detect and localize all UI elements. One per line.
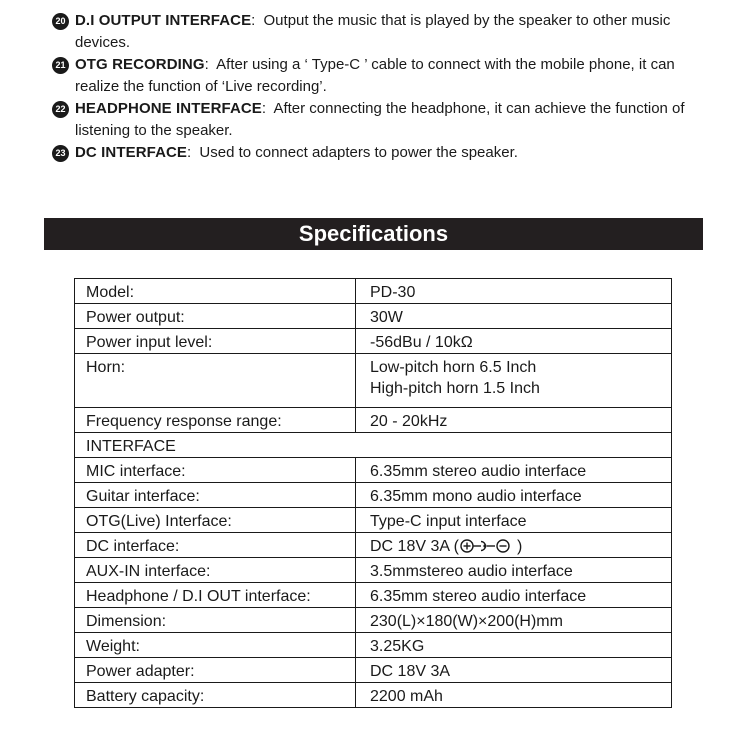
table-row <box>75 683 672 708</box>
spec-value: DC 18V 3A <box>356 658 672 683</box>
spec-value: 6.35mm mono audio interface <box>356 483 672 508</box>
feature-name: DC INTERFACE <box>75 144 188 161</box>
table-row <box>75 408 672 433</box>
specifications-table <box>74 278 672 708</box>
table-row <box>75 508 672 533</box>
feature-description: After connecting the headphone, it can achieve the function of listening to the speaker. <box>75 100 685 139</box>
spec-value: -56dBu / 10kΩ <box>356 329 672 354</box>
feature-item-otg-recording: 21 OTG RECORDING: After using a ‘ Type-C ’ cable to connect with the mobile phone, it can realize the function of ‘Live recording’. <box>52 54 712 98</box>
spec-label: AUX-IN interface: <box>75 558 356 583</box>
spec-value: 20 - 20kHz <box>356 408 672 433</box>
section-header: INTERFACE <box>75 433 672 458</box>
feature-name: OTG RECORDING <box>75 56 205 73</box>
spec-value <box>356 354 672 408</box>
spec-value: PD-30 <box>356 279 672 304</box>
spec-label: Frequency response range: <box>75 408 356 433</box>
table-row <box>75 633 672 658</box>
feature-description: Used to connect adapters to power the speaker. <box>199 144 518 161</box>
dc-polarity-icon <box>459 538 517 554</box>
table-row <box>75 533 672 558</box>
spec-value: 3.5mmstereo audio interface <box>356 558 672 583</box>
table-row <box>75 304 672 329</box>
spec-value: 6.35mm stereo audio interface <box>356 458 672 483</box>
table-row <box>75 658 672 683</box>
spec-label: Guitar interface: <box>75 483 356 508</box>
number-badge: 20 <box>52 13 69 30</box>
spec-value: 230(L)×180(W)×200(H)mm <box>356 608 672 633</box>
table-row <box>75 433 672 458</box>
spec-value-line: High-pitch horn 1.5 Inch <box>370 380 540 397</box>
table-row <box>75 329 672 354</box>
feature-description: Output the music that is played by the speaker to other music devices. <box>75 12 671 51</box>
feature-item-di-output: 20 D.I OUTPUT INTERFACE: Output the music that is played by the speaker to other music devices. <box>52 10 712 54</box>
table-row <box>75 279 672 304</box>
spec-label: Horn: <box>75 354 356 408</box>
number-badge: 21 <box>52 57 69 74</box>
dc-value-close: ) <box>516 538 523 555</box>
spec-value: 6.35mm stereo audio interface <box>356 583 672 608</box>
table-row <box>75 458 672 483</box>
spec-label: Power input level: <box>75 329 356 354</box>
spec-value <box>356 533 672 558</box>
spec-label: Model: <box>75 279 356 304</box>
specifications-heading: Specifications <box>44 218 703 250</box>
spec-value: 2200 mAh <box>356 683 672 708</box>
feature-list <box>52 10 712 164</box>
spec-label: Headphone / D.I OUT interface: <box>75 583 356 608</box>
table-row <box>75 558 672 583</box>
table-row <box>75 608 672 633</box>
spec-value: 3.25KG <box>356 633 672 658</box>
feature-description: After using a ‘ Type-C ’ cable to connect with the mobile phone, it can realize the function of ‘Live recording’. <box>75 56 675 95</box>
feature-item-headphone-interface: 22 HEADPHONE INTERFACE: After connecting the headphone, it can achieve the function of listening to the speaker. <box>52 98 712 142</box>
table-row <box>75 483 672 508</box>
feature-name: HEADPHONE INTERFACE <box>75 100 262 117</box>
spec-label: MIC interface: <box>75 458 356 483</box>
table-row <box>75 583 672 608</box>
spec-value: Type-C input interface <box>356 508 672 533</box>
spec-label: Weight: <box>75 633 356 658</box>
spec-label: OTG(Live) Interface: <box>75 508 356 533</box>
spec-label: DC interface: <box>75 533 356 558</box>
spec-value: 30W <box>356 304 672 329</box>
feature-item-dc-interface: 23 DC INTERFACE: Used to connect adapters to power the speaker. <box>52 142 712 164</box>
dc-value-text: DC 18V 3A ( <box>370 538 459 555</box>
feature-name: D.I OUTPUT INTERFACE <box>75 12 252 29</box>
spec-label: Power output: <box>75 304 356 329</box>
table-row <box>75 354 672 408</box>
spec-label: Battery capacity: <box>75 683 356 708</box>
spec-label: Dimension: <box>75 608 356 633</box>
number-badge: 22 <box>52 101 69 118</box>
number-badge: 23 <box>52 145 69 162</box>
spec-value-line: Low-pitch horn 6.5 Inch <box>370 359 537 376</box>
spec-label: Power adapter: <box>75 658 356 683</box>
